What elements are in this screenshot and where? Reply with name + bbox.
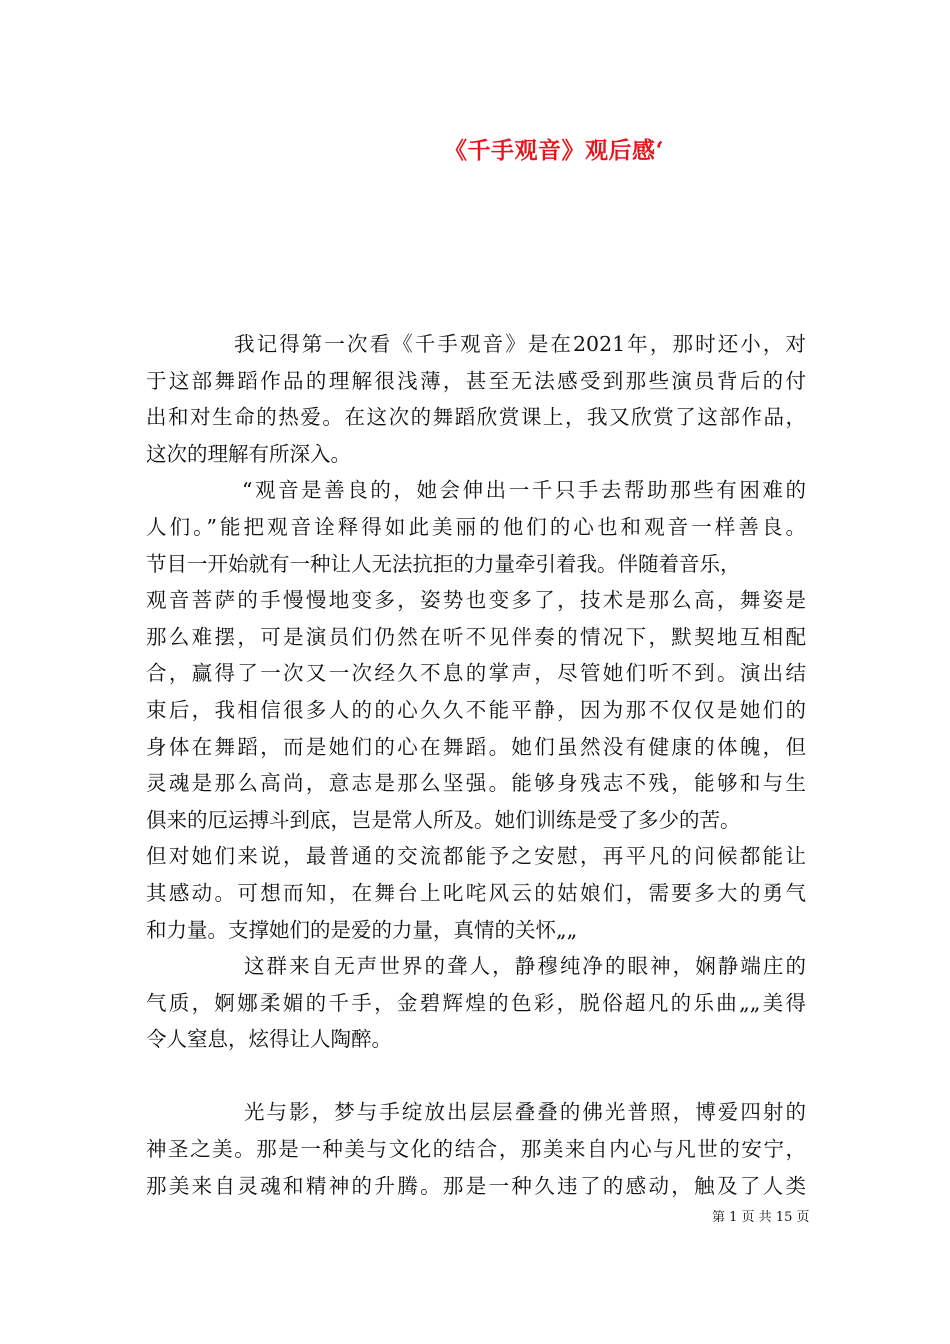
page-footer: 第 1 页 共 15 页 bbox=[712, 1210, 810, 1225]
text-line: 这群来自无声世界的聋人，静穆纯净的眼神，娴静端庄的 bbox=[244, 954, 806, 979]
text-line: 光与影，梦与手绽放出层层叠叠的佛光普照，博爱四射的 bbox=[244, 1100, 806, 1125]
document-title: 《千手观音》观后感‘ bbox=[444, 137, 665, 164]
text-line: 合，赢得了一次又一次经久不息的掌声，尽管她们听不到。演出结 bbox=[146, 661, 806, 686]
text-line: 神圣之美。那是一种美与文化的结合，那美来自内心与凡世的安宁， bbox=[146, 1137, 806, 1162]
text-line: 令人窒息，炫得让人陶醉。 bbox=[146, 1027, 392, 1052]
text-line: 其感动。可想而知，在舞台上叱咤风云的姑娘们，需要多大的勇气 bbox=[146, 880, 806, 905]
text-line bbox=[146, 1058, 806, 1095]
text-line: 观音菩萨的手慢慢地变多，姿势也变多了，技术是那么高，舞姿是 bbox=[146, 588, 806, 613]
text-line: 俱来的厄运搏斗到底，岂是常人所及。她们训练是受了多少的苦。 bbox=[146, 807, 741, 832]
text-line: 身体在舞蹈，而是她们的心在舞蹈。她们虽然没有健康的体魄，但 bbox=[146, 734, 806, 759]
text-line: 束后，我相信很多人的的心久久不能平静，因为那不仅仅是她们的 bbox=[146, 697, 806, 722]
text-line: 这次的理解有所深入。 bbox=[146, 441, 351, 466]
text-line: 和力量。支撑她们的是爱的力量，真情的关怀„„ bbox=[146, 917, 578, 942]
text-line: 于这部舞蹈作品的理解很浅薄，甚至无法感受到那些演员背后的付 bbox=[146, 368, 806, 393]
text-line: 那么难摆，可是演员们仍然在听不见伴奏的情况下，默契地互相配 bbox=[146, 624, 806, 649]
document-body bbox=[146, 326, 806, 1204]
text-line: 那美来自灵魂和精神的升腾。那是一种久违了的感动，触及了人类 bbox=[146, 1173, 806, 1198]
text-line: 但对她们来说，最普通的交流都能予之安慰，再平凡的问候都能让 bbox=[146, 844, 806, 869]
text-line: “观音是善良的，她会伸出一千只手去帮助那些有困难的 bbox=[242, 478, 806, 503]
text-line: 人们。”能把观音诠释得如此美丽的他们的心也和观音一样善良。 bbox=[146, 514, 806, 539]
text-line: 我记得第一次看《千手观音》是在2021年，那时还小，对 bbox=[234, 332, 806, 356]
text-line: 气质，婀娜柔媚的千手，金碧辉煌的色彩，脱俗超凡的乐曲„„美得 bbox=[146, 990, 806, 1015]
text-line: 节目一开始就有一种让人无法抗拒的力量牵引着我。伴随着音乐， bbox=[146, 551, 741, 576]
text-line: 出和对生命的热爱。在这次的舞蹈欣赏课上，我又欣赏了这部作品， bbox=[146, 405, 806, 430]
text-line: 灵魂是那么高尚，意志是那么坚强。能够身残志不残，能够和与生 bbox=[146, 771, 806, 796]
